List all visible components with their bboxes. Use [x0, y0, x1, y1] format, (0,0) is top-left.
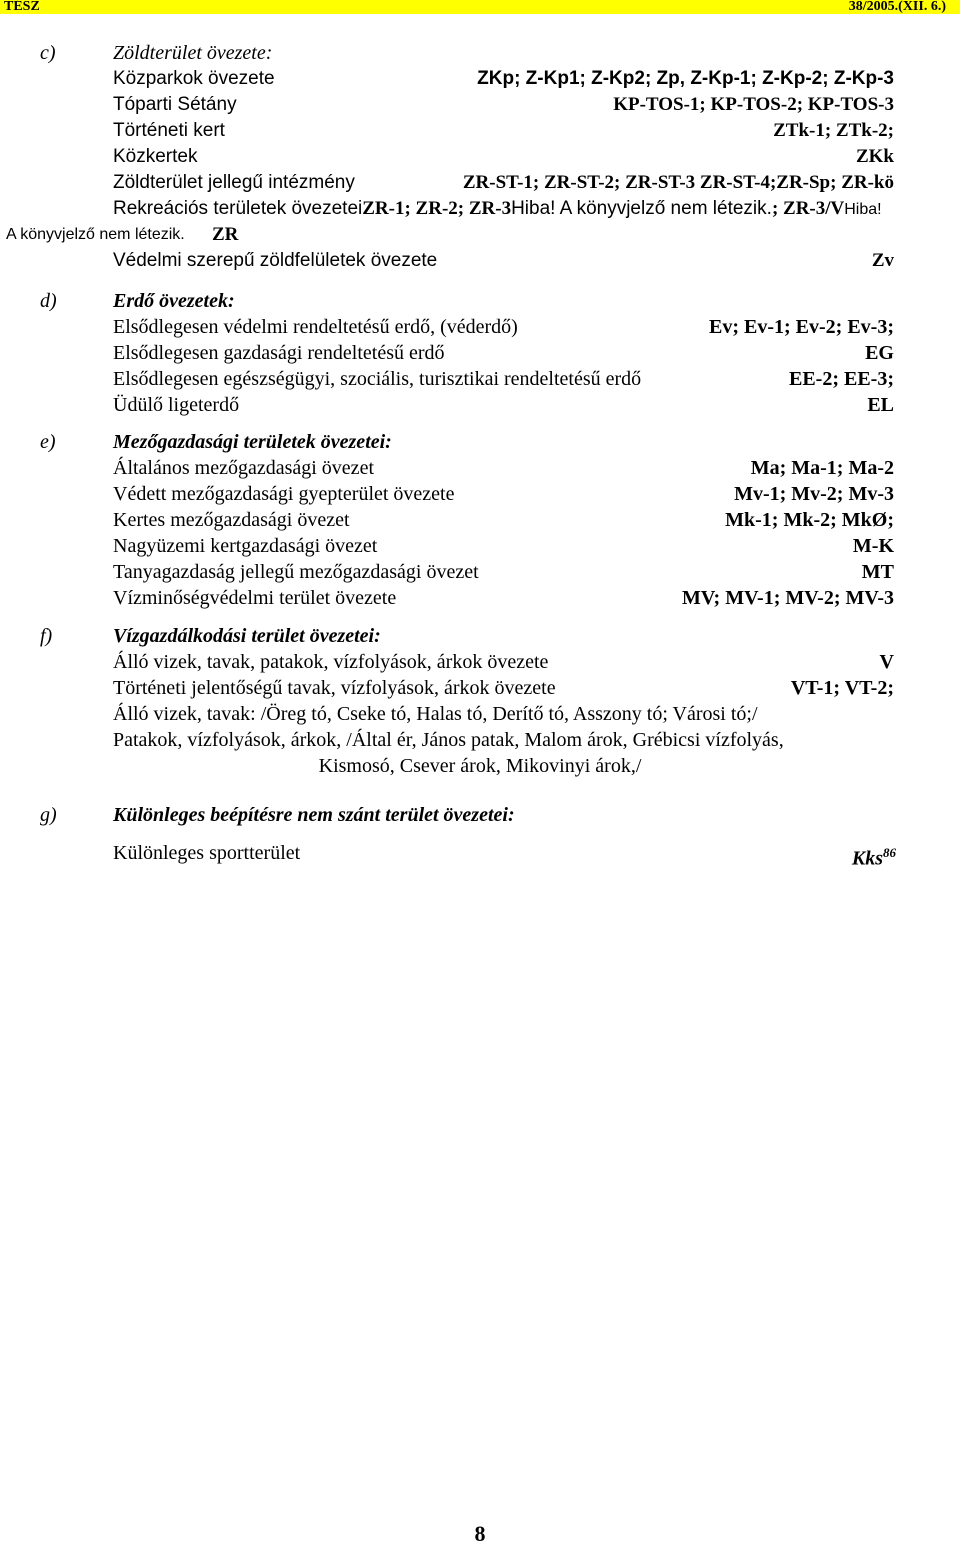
header-left: TÉSZ: [4, 0, 40, 14]
bookmark-error: Hiba! A könyvjelző nem létezik.: [511, 198, 772, 219]
zone-label: Elsődlegesen gazdasági rendeltetésű erdő: [113, 342, 445, 364]
zone-label: [113, 196, 882, 223]
zone-row-rekreacio: [0, 196, 960, 222]
zone-row: [0, 675, 960, 701]
section-title: Mezőgazdasági területek övezetei:: [113, 431, 392, 453]
water-list-text: Kismosó, Csever árok, Mikovinyi árok,/: [318, 755, 642, 777]
zone-code: Ev; Ev-1; Ev-2; Ev-3;: [709, 316, 894, 338]
zone-label: Tanyagazdaság jellegű mezőgazdasági övezet: [113, 561, 479, 583]
water-list-line: [0, 753, 960, 779]
zone-row: [0, 507, 960, 533]
zone-label: Álló vizek, tavak, patakok, vízfolyások, árkok övezete: [113, 651, 549, 673]
zone-label: Általános mezőgazdasági övezet: [113, 457, 374, 479]
section-title: Erdő övezetek:: [113, 290, 235, 312]
section-title: Vízgazdálkodási terület övezetei:: [113, 625, 381, 647]
zone-label: Üdülő ligeterdő: [113, 394, 240, 416]
zone-row: [0, 559, 960, 585]
section-mark: d): [40, 290, 57, 312]
section-title: Különleges beépítésre nem szánt terület övezetei:: [113, 804, 515, 826]
section-mark: e): [40, 431, 56, 453]
zone-code: EL: [867, 394, 894, 416]
zone-code-text: Kks: [851, 847, 883, 870]
water-list-line: [0, 727, 960, 753]
zone-label: Közkertek: [113, 146, 198, 167]
zone-label: Történeti kert: [113, 120, 225, 141]
zone-code: MV; MV-1; MV-2; MV-3: [682, 587, 894, 609]
zone-code: ZKp; Z-Kp1; Z-Kp2; Zp, Z-Kp-1; Z-Kp-2; Z-Kp-3: [477, 68, 894, 89]
zone-row: [0, 533, 960, 559]
page-number: 8: [474, 1521, 486, 1546]
zone-row: [0, 314, 960, 340]
rekreacio-code-3: ZR: [212, 224, 239, 245]
zone-code: Zv: [871, 250, 894, 271]
water-list-line: [0, 701, 960, 727]
zone-row: [0, 840, 960, 870]
section-mark: c): [40, 42, 56, 64]
zone-label: Történeti jelentőségű tavak, vízfolyások, árkok övezete: [113, 677, 556, 699]
zone-row: [0, 248, 960, 274]
water-list-text: Álló vizek, tavak: /Öreg tó, Cseke tó, Halas tó, Derítő tó, Asszony tó; Városi tó;/: [113, 703, 758, 725]
bookmark-error-2: Hiba!: [844, 201, 882, 218]
zone-label: Kertes mezőgazdasági övezet: [113, 509, 350, 531]
zone-code: VT-1; VT-2;: [790, 677, 894, 699]
zone-label: Nagyüzemi kertgazdasági övezet: [113, 535, 378, 557]
zone-label: Zöldterület jellegű intézmény: [113, 172, 355, 193]
zone-code: M-K: [852, 535, 894, 557]
zone-row: [0, 170, 960, 196]
header-right: 38/2005.(XII. 6.): [848, 0, 946, 14]
section-mark: g): [40, 804, 57, 826]
zone-code: Mv-1; Mv-2; Mv-3: [734, 483, 894, 505]
rekreacio-code: ZR-1; ZR-2; ZR-3: [362, 198, 512, 219]
water-list-text: Patakok, vízfolyások, árkok, /Által ér, János patak, Malom árok, Grébicsi vízfolyás,: [113, 729, 784, 751]
zone-code: ZR-ST-1; ZR-ST-2; ZR-ST-3 ZR-ST-4;ZR-Sp; ZR-kö: [462, 172, 894, 193]
zone-row: [0, 392, 960, 418]
section-f-heading: [0, 623, 960, 649]
zone-label: Különleges sportterület: [113, 842, 301, 864]
zone-row: [0, 66, 960, 92]
rekreacio-label: Rekreációs területek övezetei: [113, 198, 363, 219]
section-c-heading: [0, 40, 960, 66]
zone-code: MT: [861, 561, 894, 583]
zone-row: [0, 481, 960, 507]
zone-row: [0, 340, 960, 366]
zone-code: KP-TOS-1; KP-TOS-2; KP-TOS-3: [613, 94, 894, 115]
section-title: Zöldterület övezete:: [113, 42, 273, 64]
bookmark-error-line: [0, 222, 960, 248]
section-mark: f): [40, 625, 53, 647]
zone-label: Vízminőségvédelmi terület övezete: [113, 587, 397, 609]
zone-code: [852, 840, 896, 872]
zone-code: Ma; Ma-1; Ma-2: [750, 457, 894, 479]
zone-code: ZTk-1; ZTk-2;: [773, 120, 894, 141]
zone-label: Védett mezőgazdasági gyepterület övezete: [113, 483, 455, 505]
zone-row: [0, 118, 960, 144]
rekreacio-code-2: ; ZR-3/V: [771, 198, 845, 219]
zone-label: Védelmi szerepű zöldfelületek övezete: [113, 250, 438, 271]
zone-code: Mk-1; Mk-2; MkØ;: [725, 509, 894, 531]
zone-label: Elsődlegesen védelmi rendeltetésű erdő, (véderdő): [113, 316, 518, 338]
zone-row: [0, 585, 960, 611]
footnote-ref: 86: [883, 845, 896, 860]
bookmark-error-3: A könyvjelző nem létezik.: [6, 226, 185, 243]
zone-row: [0, 649, 960, 675]
section-g-heading: [0, 802, 960, 828]
zone-row: [0, 366, 960, 392]
zone-label: Elsődlegesen egészségügyi, szociális, turisztikai rendeltetésű erdő: [113, 368, 642, 390]
zone-code: V: [879, 651, 894, 673]
zone-code: EE-2; EE-3;: [789, 368, 894, 390]
zone-code: EG: [865, 342, 894, 364]
zone-label: Közparkok övezete: [113, 68, 275, 89]
zone-row: [0, 92, 960, 118]
zone-code: ZKk: [855, 146, 894, 167]
zone-row: [0, 455, 960, 481]
zone-label: Tóparti Sétány: [113, 94, 237, 115]
zone-row: [0, 144, 960, 170]
section-d-heading: [0, 288, 960, 314]
section-e-heading: [0, 429, 960, 455]
page-header: [0, 0, 960, 14]
